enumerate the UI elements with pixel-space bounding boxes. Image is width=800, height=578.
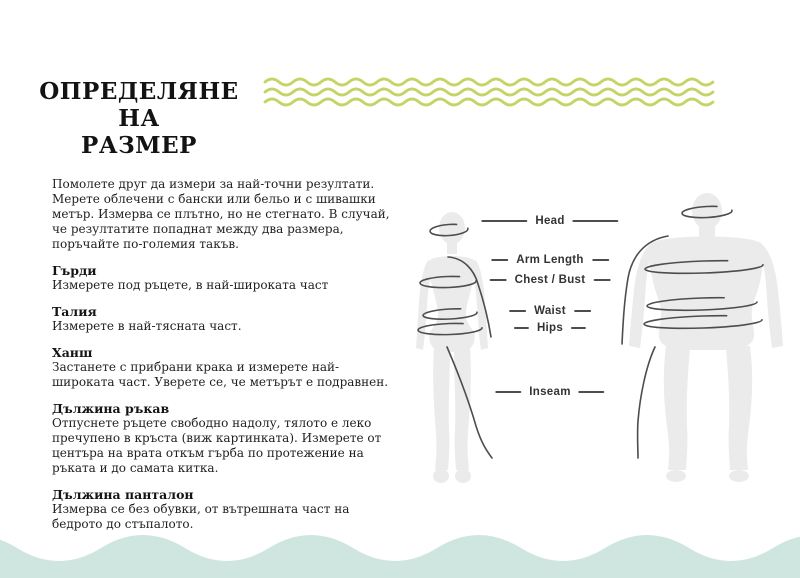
male-figure-illustration	[610, 186, 785, 492]
label-waist	[509, 305, 591, 317]
male-silhouette	[629, 193, 783, 482]
label-dash-right	[579, 391, 605, 393]
label-dash-right	[592, 259, 609, 261]
female-figure-illustration	[412, 198, 528, 490]
label-arm-length	[491, 254, 609, 266]
label-dash-right	[574, 310, 591, 312]
label-dash-right	[571, 327, 586, 329]
label-text: Hips	[536, 322, 564, 334]
label-dash-left	[481, 220, 527, 222]
squiggle-waves-decoration	[263, 76, 718, 108]
section-body: Измерете под ръцете, в най-широката част	[52, 278, 329, 292]
page-title-line2: РАЗМЕР	[81, 132, 197, 159]
label-text: Inseam	[529, 386, 571, 398]
label-dash-left	[491, 259, 508, 261]
section-hips	[52, 345, 394, 390]
section-heading: Дължина ръкав	[52, 401, 170, 416]
label-head	[481, 215, 618, 227]
section-sleeve-length	[52, 401, 394, 476]
section-body: Измерете в най-тясната част.	[52, 319, 242, 333]
section-body: Застанете с прибрани крака и измерете най-широката част. Уверете се, че метърът е подравнен.	[52, 360, 389, 389]
page-title-line1: ОПРЕДЕЛЯНЕ НА	[39, 78, 239, 132]
section-chest	[52, 263, 394, 293]
label-text: Arm Length	[516, 254, 584, 266]
measuring-instructions	[52, 177, 394, 532]
label-dash-left	[490, 279, 507, 281]
label-hips	[514, 322, 586, 334]
section-body: Измерва се без обувки, от вътрешната част на бедрото до стъпалото.	[52, 502, 350, 531]
section-heading: Ханш	[52, 345, 93, 360]
label-text: Chest / Bust	[514, 274, 586, 286]
label-dash-left	[514, 327, 529, 329]
page-title	[30, 78, 248, 159]
label-dash-left	[509, 310, 526, 312]
label-dash-right	[593, 279, 610, 281]
label-inseam	[495, 386, 604, 398]
section-body: Отпуснете ръцете свободно надолу, тялото е леко пречупено в кръста (виж картинката). Измерете от центъра на врата откъм гърба по протежение на ръката и до самата китка.	[52, 416, 382, 475]
intro-paragraph: Помолете друг да измери за най-точни резултати. Мерете облечени с бански или бельо и с шивашки метър. Измерва се плътно, но не стегнато. В случай, че резултатите попаднат между два размера, поръчайте по-големия такъв.	[52, 177, 390, 251]
label-dash-left	[495, 391, 521, 393]
section-heading: Гърди	[52, 263, 97, 278]
section-heading: Дължина панталон	[52, 487, 194, 502]
label-text: Head	[535, 215, 565, 227]
section-pants-length	[52, 487, 394, 532]
label-text: Waist	[534, 305, 566, 317]
label-chest-bust	[490, 274, 611, 286]
bottom-wave-decoration	[0, 528, 800, 578]
female-silhouette	[416, 212, 488, 483]
section-heading: Талия	[52, 304, 97, 319]
inseam-line	[638, 347, 655, 458]
label-dash-right	[573, 220, 619, 222]
section-waist	[52, 304, 394, 334]
